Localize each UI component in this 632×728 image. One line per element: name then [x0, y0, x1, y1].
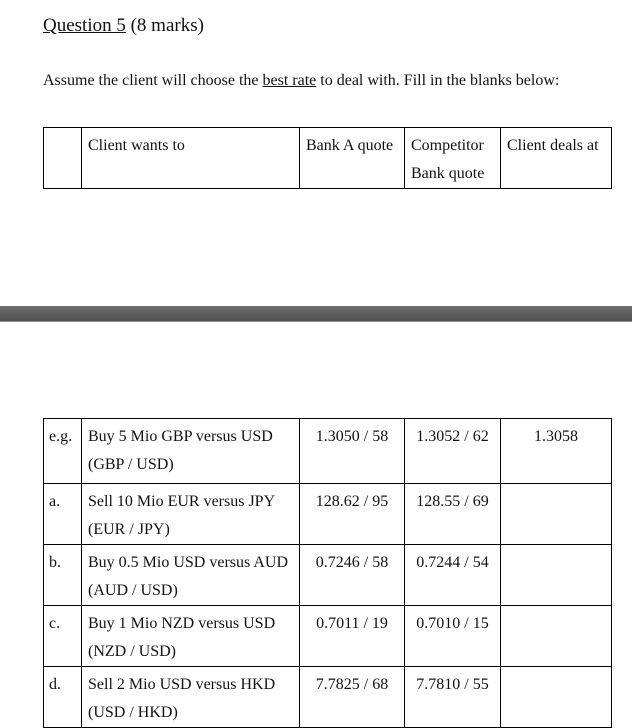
- instruction-emphasis: best rate: [262, 72, 317, 89]
- row-deal[interactable]: 1.3058: [501, 419, 612, 484]
- row-deal[interactable]: [501, 484, 612, 545]
- row-competitor: 128.55 / 69: [405, 484, 501, 545]
- instruction-suffix: to deal with. Fill in the blanks below:: [316, 72, 560, 89]
- table-row: [44, 545, 612, 606]
- row-id: a.: [44, 484, 82, 545]
- question-label: Question 5: [43, 15, 126, 36]
- rates-table: [43, 418, 612, 728]
- row-action: Buy 0.5 Mio USD versus AUD (AUD / USD): [82, 545, 300, 606]
- row-id: c.: [44, 606, 82, 667]
- row-bank-a: 128.62 / 95: [300, 484, 405, 545]
- row-action: Buy 1 Mio NZD versus USD (NZD / USD): [82, 606, 300, 667]
- row-bank-a: 0.7246 / 58: [300, 545, 405, 606]
- row-action: Buy 5 Mio GBP versus USD (GBP / USD): [82, 419, 300, 484]
- header-client-deals: Client deals at: [501, 128, 612, 189]
- question-marks: (8 marks): [130, 15, 204, 36]
- header-competitor-line1: Competitor: [411, 137, 484, 154]
- header-competitor: [405, 128, 501, 189]
- header-client-wants: Client wants to: [82, 128, 300, 189]
- page-divider-line: [0, 321, 632, 322]
- question-title: [43, 15, 204, 37]
- header-bank-a: Bank A quote: [300, 128, 405, 189]
- header-id-cell: [44, 128, 82, 189]
- row-competitor: 0.7010 / 15: [405, 606, 501, 667]
- header-competitor-line2: Bank quote: [411, 165, 485, 182]
- row-action: Sell 2 Mio USD versus HKD (USD / HKD): [82, 667, 300, 728]
- row-bank-a: 7.7825 / 68: [300, 667, 405, 728]
- row-competitor: 0.7244 / 54: [405, 545, 501, 606]
- row-competitor: 1.3052 / 62: [405, 419, 501, 484]
- instruction-prefix: Assume the client will choose the: [43, 72, 263, 89]
- row-deal[interactable]: [501, 545, 612, 606]
- row-id: d.: [44, 667, 82, 728]
- header-table: [43, 127, 612, 189]
- row-competitor: 7.7810 / 55: [405, 667, 501, 728]
- instruction-text: [43, 72, 559, 90]
- row-action: Sell 10 Mio EUR versus JPY (EUR / JPY): [82, 484, 300, 545]
- table-row: [44, 606, 612, 667]
- row-deal[interactable]: [501, 667, 612, 728]
- row-id: e.g.: [44, 419, 82, 484]
- table-row: [44, 484, 612, 545]
- row-bank-a: 1.3050 / 58: [300, 419, 405, 484]
- row-deal[interactable]: [501, 606, 612, 667]
- row-bank-a: 0.7011 / 19: [300, 606, 405, 667]
- table-row: [44, 419, 612, 484]
- header-row: [44, 128, 612, 189]
- table-row: [44, 667, 612, 728]
- row-id: b.: [44, 545, 82, 606]
- page-divider: [0, 306, 632, 321]
